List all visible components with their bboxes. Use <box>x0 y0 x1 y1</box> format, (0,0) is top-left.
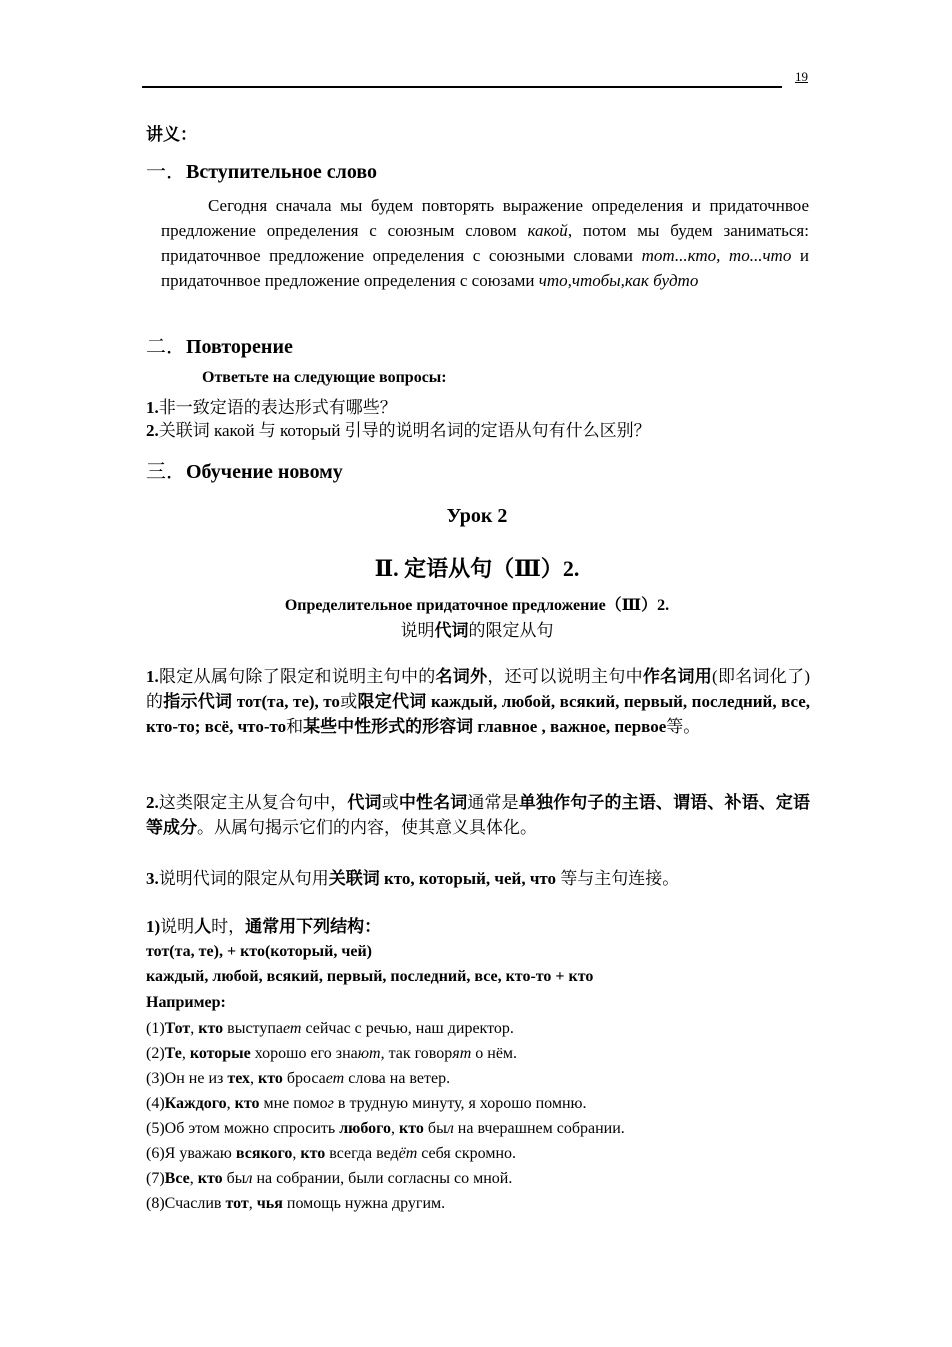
header-rule <box>142 86 782 88</box>
section-title: Вступительное слово <box>186 161 377 183</box>
question-2 <box>146 416 651 441</box>
example-bold: кто <box>399 1120 424 1137</box>
para-text: 和 <box>286 717 304 736</box>
structure-line-2: каждый, любой, всякий, первый, последний, все, кто-то + кто <box>146 968 594 985</box>
para-text: (即名词化了)的 <box>146 667 811 711</box>
example-bold: кто <box>198 1020 224 1037</box>
example-text: выступа <box>223 1020 283 1037</box>
question-number: 1. <box>146 398 159 417</box>
example-bold: Каждого <box>164 1095 227 1112</box>
example-heading: Например: <box>146 994 226 1011</box>
example-bold: кто <box>234 1095 260 1112</box>
para-bold: 限定代词 каждый, любой, всякий, первый, последний, все, кто-то; всё, что-то <box>146 692 811 736</box>
example-sentence-8 <box>146 1195 445 1213</box>
example-bold: Тот <box>164 1020 191 1037</box>
subtitle-bold: 代词 <box>434 621 469 640</box>
section-heading-intro <box>146 155 377 184</box>
para-text: 或 <box>381 793 399 812</box>
para-text: 通常是 <box>467 793 519 812</box>
intro-italic: что,чтобы,как будто <box>538 271 699 290</box>
example-italic: л <box>446 1120 454 1137</box>
example-text: хорошо его зна <box>250 1045 358 1062</box>
para-number: 3. <box>146 869 159 888</box>
example-number: (3) <box>146 1070 165 1087</box>
example-sentence-5 <box>146 1120 625 1138</box>
example-text: о нём. <box>471 1045 518 1062</box>
section-title: Обучение новому <box>186 461 343 483</box>
example-italic: г <box>327 1095 334 1112</box>
example-number: (5) <box>146 1120 165 1137</box>
example-text: Счаслив <box>164 1195 226 1212</box>
para-bold: 单独作句子的主语、谓语、补语、定语等成分 <box>146 793 811 837</box>
rule-paragraph-3 <box>146 866 810 891</box>
para-text: 等。 <box>666 717 701 736</box>
intro-italic: тот...кто, то...что <box>641 246 792 265</box>
para-text: 说明代词的限定从句用 <box>158 869 329 888</box>
example-bold: тех <box>227 1070 250 1087</box>
para-text: 说明 <box>160 917 195 936</box>
example-bold: кто <box>197 1170 223 1187</box>
para-text: 限定从属句除了限定和说明主句中的 <box>158 667 436 686</box>
section-title: Повторение <box>186 336 293 358</box>
para-bold: 人 <box>194 917 212 936</box>
example-text: , <box>249 1070 258 1087</box>
para-bold: 名词外 <box>435 667 488 686</box>
example-text: , <box>189 1170 198 1187</box>
example-text: Он не из <box>164 1070 228 1087</box>
example-text: , <box>226 1095 235 1112</box>
example-text: Я уважаю <box>164 1145 236 1162</box>
example-text: всегда вед <box>325 1145 399 1162</box>
handout-label: 讲义： <box>146 125 197 144</box>
question-text: 关联词 какой 与 который 引导的说明名词的定语从句有什么区别？ <box>158 421 651 440</box>
intro-text: Сегодня сначала мы будем повторять выражение определения и придаточнвое предложение определения с союзным словом <box>161 196 809 240</box>
example-sentence-4 <box>146 1095 586 1113</box>
para-text: 等与主句连接。 <box>556 869 680 888</box>
example-text: бы <box>423 1120 447 1137</box>
example-italic: ет <box>325 1070 345 1087</box>
section-heading-review <box>146 330 293 359</box>
example-bold: Все <box>164 1170 190 1187</box>
example-number: (8) <box>146 1195 165 1212</box>
para-text: 这类限定主从复合句中， <box>158 793 348 812</box>
example-text: слова на ветер. <box>344 1070 451 1087</box>
rule-paragraph-1 <box>146 664 810 739</box>
question-number: 2. <box>146 421 159 440</box>
example-text: , <box>292 1145 301 1162</box>
example-text: , <box>190 1020 199 1037</box>
section-heading-new <box>146 455 343 484</box>
example-text: , так говор <box>380 1045 453 1062</box>
example-text: бы <box>222 1170 246 1187</box>
example-italic: ет <box>283 1020 302 1037</box>
example-number: (7) <box>146 1170 165 1187</box>
para-bold: 指示代词 тот(та, те), то <box>163 692 340 711</box>
subtitle-text: 的限定从句 <box>468 621 554 640</box>
example-sentence-2 <box>146 1045 517 1063</box>
example-text: в трудную минуту, я хорошо помню. <box>333 1095 587 1112</box>
para-text: ，还可以说明主句中 <box>487 667 643 686</box>
para-bold: 通常用下列结构： <box>245 917 382 936</box>
para-text: 或 <box>339 692 358 711</box>
example-text: сейчас с речью, наш директор. <box>301 1020 514 1037</box>
para-number: 1) <box>146 917 161 936</box>
example-italic: л <box>245 1170 253 1187</box>
intro-text: и придаточнвое предложение определения с союзами <box>161 246 809 290</box>
question-text: 非一致定语的表达形式有哪些？ <box>158 398 397 417</box>
example-text: броса <box>282 1070 326 1087</box>
example-sentence-7 <box>146 1170 512 1188</box>
rule-paragraph-2 <box>146 790 810 840</box>
topic-subtitle-ru: Определительное придаточное предложение（Ⅲ）2. <box>284 597 670 614</box>
example-bold: чья <box>256 1195 283 1212</box>
para-bold: 关联词 кто, который, чей, что <box>328 869 557 888</box>
example-text: , <box>181 1045 190 1062</box>
intro-italic: какой <box>527 221 568 240</box>
section-number: 三． <box>146 461 186 483</box>
example-number: (2) <box>146 1045 165 1062</box>
rule-paragraph-4 <box>146 914 810 939</box>
example-bold: которые <box>189 1045 251 1062</box>
page-number: 19 <box>795 69 808 84</box>
intro-text: , потом мы будем заниматься: придаточнвое предложение определения с союзными словами <box>161 221 809 265</box>
example-text: на собрании, были согласны со мной. <box>252 1170 513 1187</box>
example-sentence-1 <box>146 1020 514 1038</box>
example-bold: тот <box>225 1195 249 1212</box>
intro-paragraph <box>161 193 809 293</box>
example-sentence-6 <box>146 1145 516 1163</box>
section-number: 二． <box>146 336 186 358</box>
example-number: (6) <box>146 1145 165 1162</box>
example-text: , <box>248 1195 257 1212</box>
example-text: Об этом можно спросить <box>164 1120 340 1137</box>
example-text: , <box>391 1120 400 1137</box>
example-number: (4) <box>146 1095 165 1112</box>
para-bold: 某些中性形式的形容词 главное , важное, первое <box>303 717 667 736</box>
para-text: 时， <box>211 917 246 936</box>
lesson-title: Урок 2 <box>446 505 508 527</box>
example-sentence-3 <box>146 1070 450 1088</box>
example-bold: кто <box>300 1145 326 1162</box>
para-number: 1. <box>146 667 159 686</box>
questions-heading: Ответьте на следующие вопросы: <box>202 369 447 386</box>
example-italic: ёт <box>398 1145 418 1162</box>
structure-line-1: тот(та, те), + кто(который, чей) <box>146 943 373 960</box>
example-italic: ют <box>357 1045 381 1062</box>
example-bold: кто <box>257 1070 283 1087</box>
para-bold: 代词 <box>347 793 382 812</box>
example-italic: ят <box>452 1045 472 1062</box>
para-number: 2. <box>146 793 159 812</box>
example-bold: всякого <box>235 1145 293 1162</box>
subtitle-text: 说明 <box>400 621 435 640</box>
example-text: на вчерашнем собрании. <box>453 1120 625 1137</box>
topic-subtitle-cn <box>146 616 808 641</box>
example-bold: любого <box>339 1120 392 1137</box>
topic-title: Ⅱ. 定语从句（Ⅲ）2. <box>374 556 580 581</box>
example-text: помощь нужна другим. <box>282 1195 446 1212</box>
example-number: (1) <box>146 1020 165 1037</box>
question-1 <box>146 393 397 418</box>
para-text: 。从属句揭示它们的内容，使其意义具体化。 <box>197 818 537 837</box>
para-bold: 中性名词 <box>398 793 468 812</box>
example-bold: Те <box>164 1045 182 1062</box>
example-text: себя скромно. <box>417 1145 517 1162</box>
para-bold: 作名词用 <box>642 667 713 686</box>
example-text: мне помо <box>259 1095 328 1112</box>
section-number: 一． <box>146 161 186 183</box>
